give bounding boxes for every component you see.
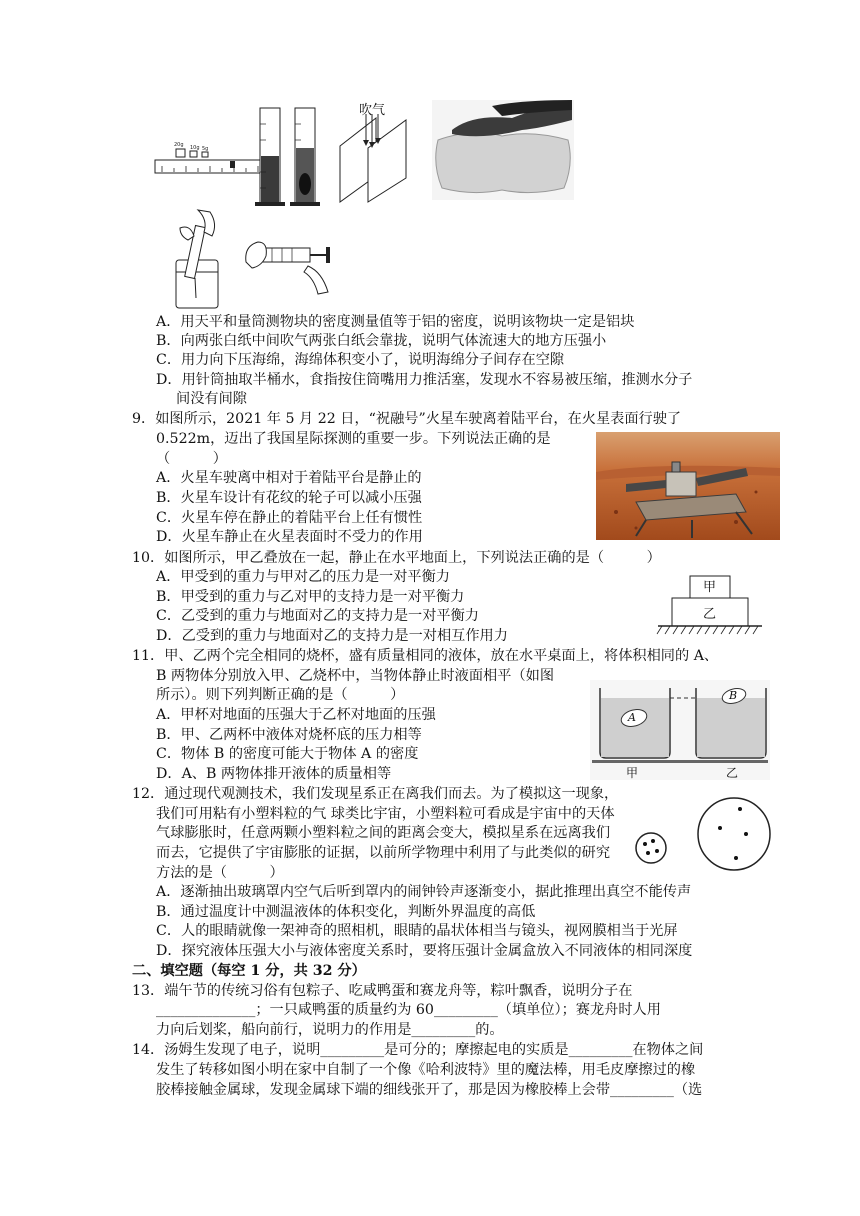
q10-stem: 10．如图所示，甲乙叠放在一起，静止在水平地面上，下列说法正确的是（ ） (132, 550, 661, 566)
beakers-figure (590, 680, 770, 780)
block-jia-label: 甲 (703, 580, 717, 595)
q8-option-d-continued: 间没有间隙 (176, 391, 247, 407)
q12-option-b: B．通过温度计中测温液体的体积变化，判断外界温度的高低 (156, 904, 536, 920)
q9-answer-bracket: （ ） (156, 451, 227, 467)
q8-option-d: D．用针筒抽取半桶水，食指按住筒嘴用力推活塞，发现水不容易被压缩，推测水分子 (156, 372, 693, 388)
balloon-universe-figure (634, 796, 774, 876)
q9-option-d: D．火星车静止在火星表面时不受力的作用 (156, 529, 423, 545)
blow-air-label: 吹气 (359, 103, 386, 118)
q12-stem-line-2: 我们可用粘有小塑料粒的气 球类比宇宙，小塑料粒可看成是宇宙中的天体 (156, 806, 615, 822)
q10-option-a: A．甲受到的重力与甲对乙的压力是一对平衡力 (156, 569, 450, 585)
q11-stem-line-3: 所示）。则下列判断正确的是（ ） (156, 687, 405, 703)
q12-option-c: C．人的眼睛就像一架神奇的照相机，眼睛的晶状体相当与镜头，视网膜相当于光屏 (156, 923, 678, 939)
block-yi-label: 乙 (703, 607, 717, 622)
q12-option-d: D．探究液体压强大小与液体密度关系时，要将压强计金属盒放入不同液体的相同深度 (156, 943, 693, 959)
q14-line-1: 14．汤姆生发现了电子，说明_________是可分的；摩擦起电的实质是_________在物体之间 (132, 1042, 704, 1058)
q14-line-3: 胶棒接触金属球，发现金属球下端的细线张开了，那是因为橡胶棒上会带_________（选 (156, 1082, 703, 1098)
mars-rover-photo (596, 432, 780, 540)
q8-option-a: A．用天平和量筒测物块的密度测量值等于铝的密度，说明该物块一定是铝块 (156, 314, 635, 330)
q9-option-a: A．火星车驶离中相对于着陆平台是静止的 (156, 470, 422, 486)
q9-stem-line-1: 9．如图所示，2021 年 5 月 22 日，“祝融号”火星车驶离着陆平台，在火星表面行驶了 (132, 411, 682, 427)
object-a-label: A (628, 711, 636, 724)
hand-pressing-sponge-figure (432, 100, 574, 200)
q14-line-2: 发生了转移如图小明在家中自制了一个像《哈利波特》里的魔法棒，用毛皮摩擦过的橡 (156, 1062, 696, 1078)
section-2-heading: 二、填空题（每空 1 分，共 32 分） (132, 963, 366, 979)
blowing-paper-figure (336, 114, 416, 204)
q11-stem-line-1: 11．甲、乙两个完全相同的烧杯，盛有质量相同的液体，放在水平桌面上，将体积相同的 A、 (132, 648, 719, 664)
q10-option-c: C．乙受到的重力与地面对乙的支持力是一对平衡力 (156, 608, 479, 624)
q11-option-b: B．甲、乙两杯中液体对烧杯底的压力相等 (156, 727, 422, 743)
q13-line-2: ______________；一只咸鸭蛋的质量约为 60_________（填单位）；赛龙舟时人用 (156, 1002, 661, 1018)
q10-option-d: D．乙受到的重力与地面对乙的支持力是一对相互作用力 (156, 628, 508, 644)
q9-option-b: B．火星车设计有花纹的轮子可以减小压强 (156, 490, 422, 506)
q11-option-c: C．物体 B 的密度可能大于物体 A 的密度 (156, 746, 419, 762)
q11-stem-line-2: B 两物体分别放入甲、乙烧杯中，当物体静止时液面相平（如图 (156, 668, 555, 684)
svg-text:20g: 20g (174, 142, 184, 148)
svg-text:5g: 5g (202, 146, 209, 152)
q12-option-a: A．逐渐抽出玻璃罩内空气后听到罩内的闹钟铃声逐渐变小，据此推理出真空不能传声 (156, 884, 692, 900)
q8-option-b: B．向两张白纸中间吹气两张白纸会靠拢，说明气体流速大的地方压强小 (156, 333, 607, 349)
q11-option-d: D．A、B 两物体排开液体的质量相等 (156, 766, 392, 782)
graduated-cylinders-figure (255, 104, 327, 208)
q8-option-c: C．用力向下压海绵，海绵体积变小了，说明海绵分子间存在空隙 (156, 352, 565, 368)
q13-line-3: 力向后划桨，船向前行，说明力的作用是_________的。 (156, 1022, 504, 1038)
svg-text:10g: 10g (190, 145, 200, 151)
q11-option-a: A．甲杯对地面的压强大于乙杯对地面的压强 (156, 707, 436, 723)
q9-stem-line-2: 0.522m，迈出了我国星际探测的重要一步。下列说法正确的是 (156, 431, 551, 447)
beaker-jia-label: 甲 (626, 766, 639, 780)
q12-stem-line-3: 气球膨胀时，任意两颗小塑料粒之间的距离会变大，模拟星系在远离我们 (156, 825, 611, 841)
object-b-label: B (729, 689, 738, 702)
syringe-in-beaker-figure (168, 206, 238, 310)
q12-stem-line-5: 方法的是（ ） (156, 865, 284, 881)
q9-option-c: C．火星车停在静止的着陆平台上任有惯性 (156, 510, 423, 526)
beaker-yi-label: 乙 (726, 766, 739, 780)
q10-option-b: B．甲受到的重力与乙对甲的支持力是一对平衡力 (156, 589, 465, 605)
q13-line-1: 13．端午节的传统习俗有包粽子、吃咸鸭蛋和赛龙舟等，粽叶飘香，说明分子在 (132, 983, 633, 999)
q12-stem-line-4: 而去，它提供了宇宙膨胀的证据，以前所学物理中利用了与此类似的研究 (156, 845, 611, 861)
syringe-pressed-figure (242, 232, 334, 296)
q12-stem-line-1: 12．通过现代观测技术，我们发现星系正在离我们而去。为了模拟这一现象， (132, 786, 619, 802)
